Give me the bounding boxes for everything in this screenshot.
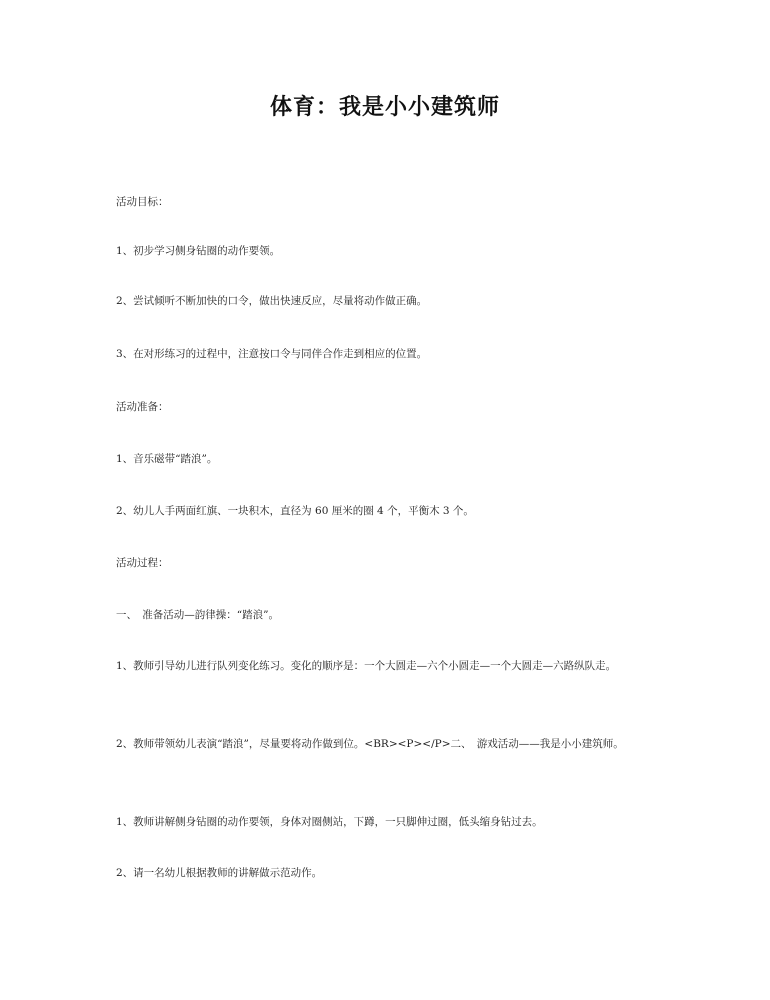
- paragraph-prep-2: 2、幼儿人手两面红旗、一块积木，直径为 60 厘米的圈 4 个，平衡木 3 个。: [116, 505, 474, 517]
- paragraph-game-step-2: 2、请一名幼儿根据教师的讲解做示范动作。: [116, 867, 323, 879]
- paragraph-prep-heading: 活动准备：: [116, 401, 169, 413]
- paragraph-prep-1: 1、音乐磁带“踏浪”。: [116, 453, 218, 465]
- paragraph-section-1: 一、 准备活动—韵律操：“踏浪”。: [116, 609, 279, 621]
- paragraph-goal-3: 3、在对形练习的过程中，注意按口令与同伴合作走到相应的位置。: [116, 348, 428, 360]
- document-title: 体育：我是小小建筑师: [269, 94, 500, 120]
- paragraph-step-2: 2、教师带领幼儿表演“踏浪”，尽量要将动作做到位。<BR><P></P>二、 游戏活动——我是小小建筑师。: [116, 738, 624, 750]
- paragraph-process-heading: 活动过程：: [116, 557, 169, 569]
- paragraph-goal-2: 2、尝试倾听不断加快的口令，做出快速反应，尽量将动作做正确。: [116, 295, 428, 307]
- paragraph-goals-heading: 活动目标：: [116, 196, 169, 208]
- paragraph-goal-1: 1、初步学习侧身钻圈的动作要领。: [116, 245, 281, 257]
- paragraph-step-1: 1、教师引导幼儿进行队列变化练习。变化的顺序是：一个大圆走—六个小圆走—一个大圆走—六路纵队走。: [116, 660, 617, 672]
- paragraph-game-step-1: 1、教师讲解侧身钻圈的动作要领，身体对圈侧站，下蹲，一只脚伸过圈，低头缩身钻过去。: [116, 816, 543, 828]
